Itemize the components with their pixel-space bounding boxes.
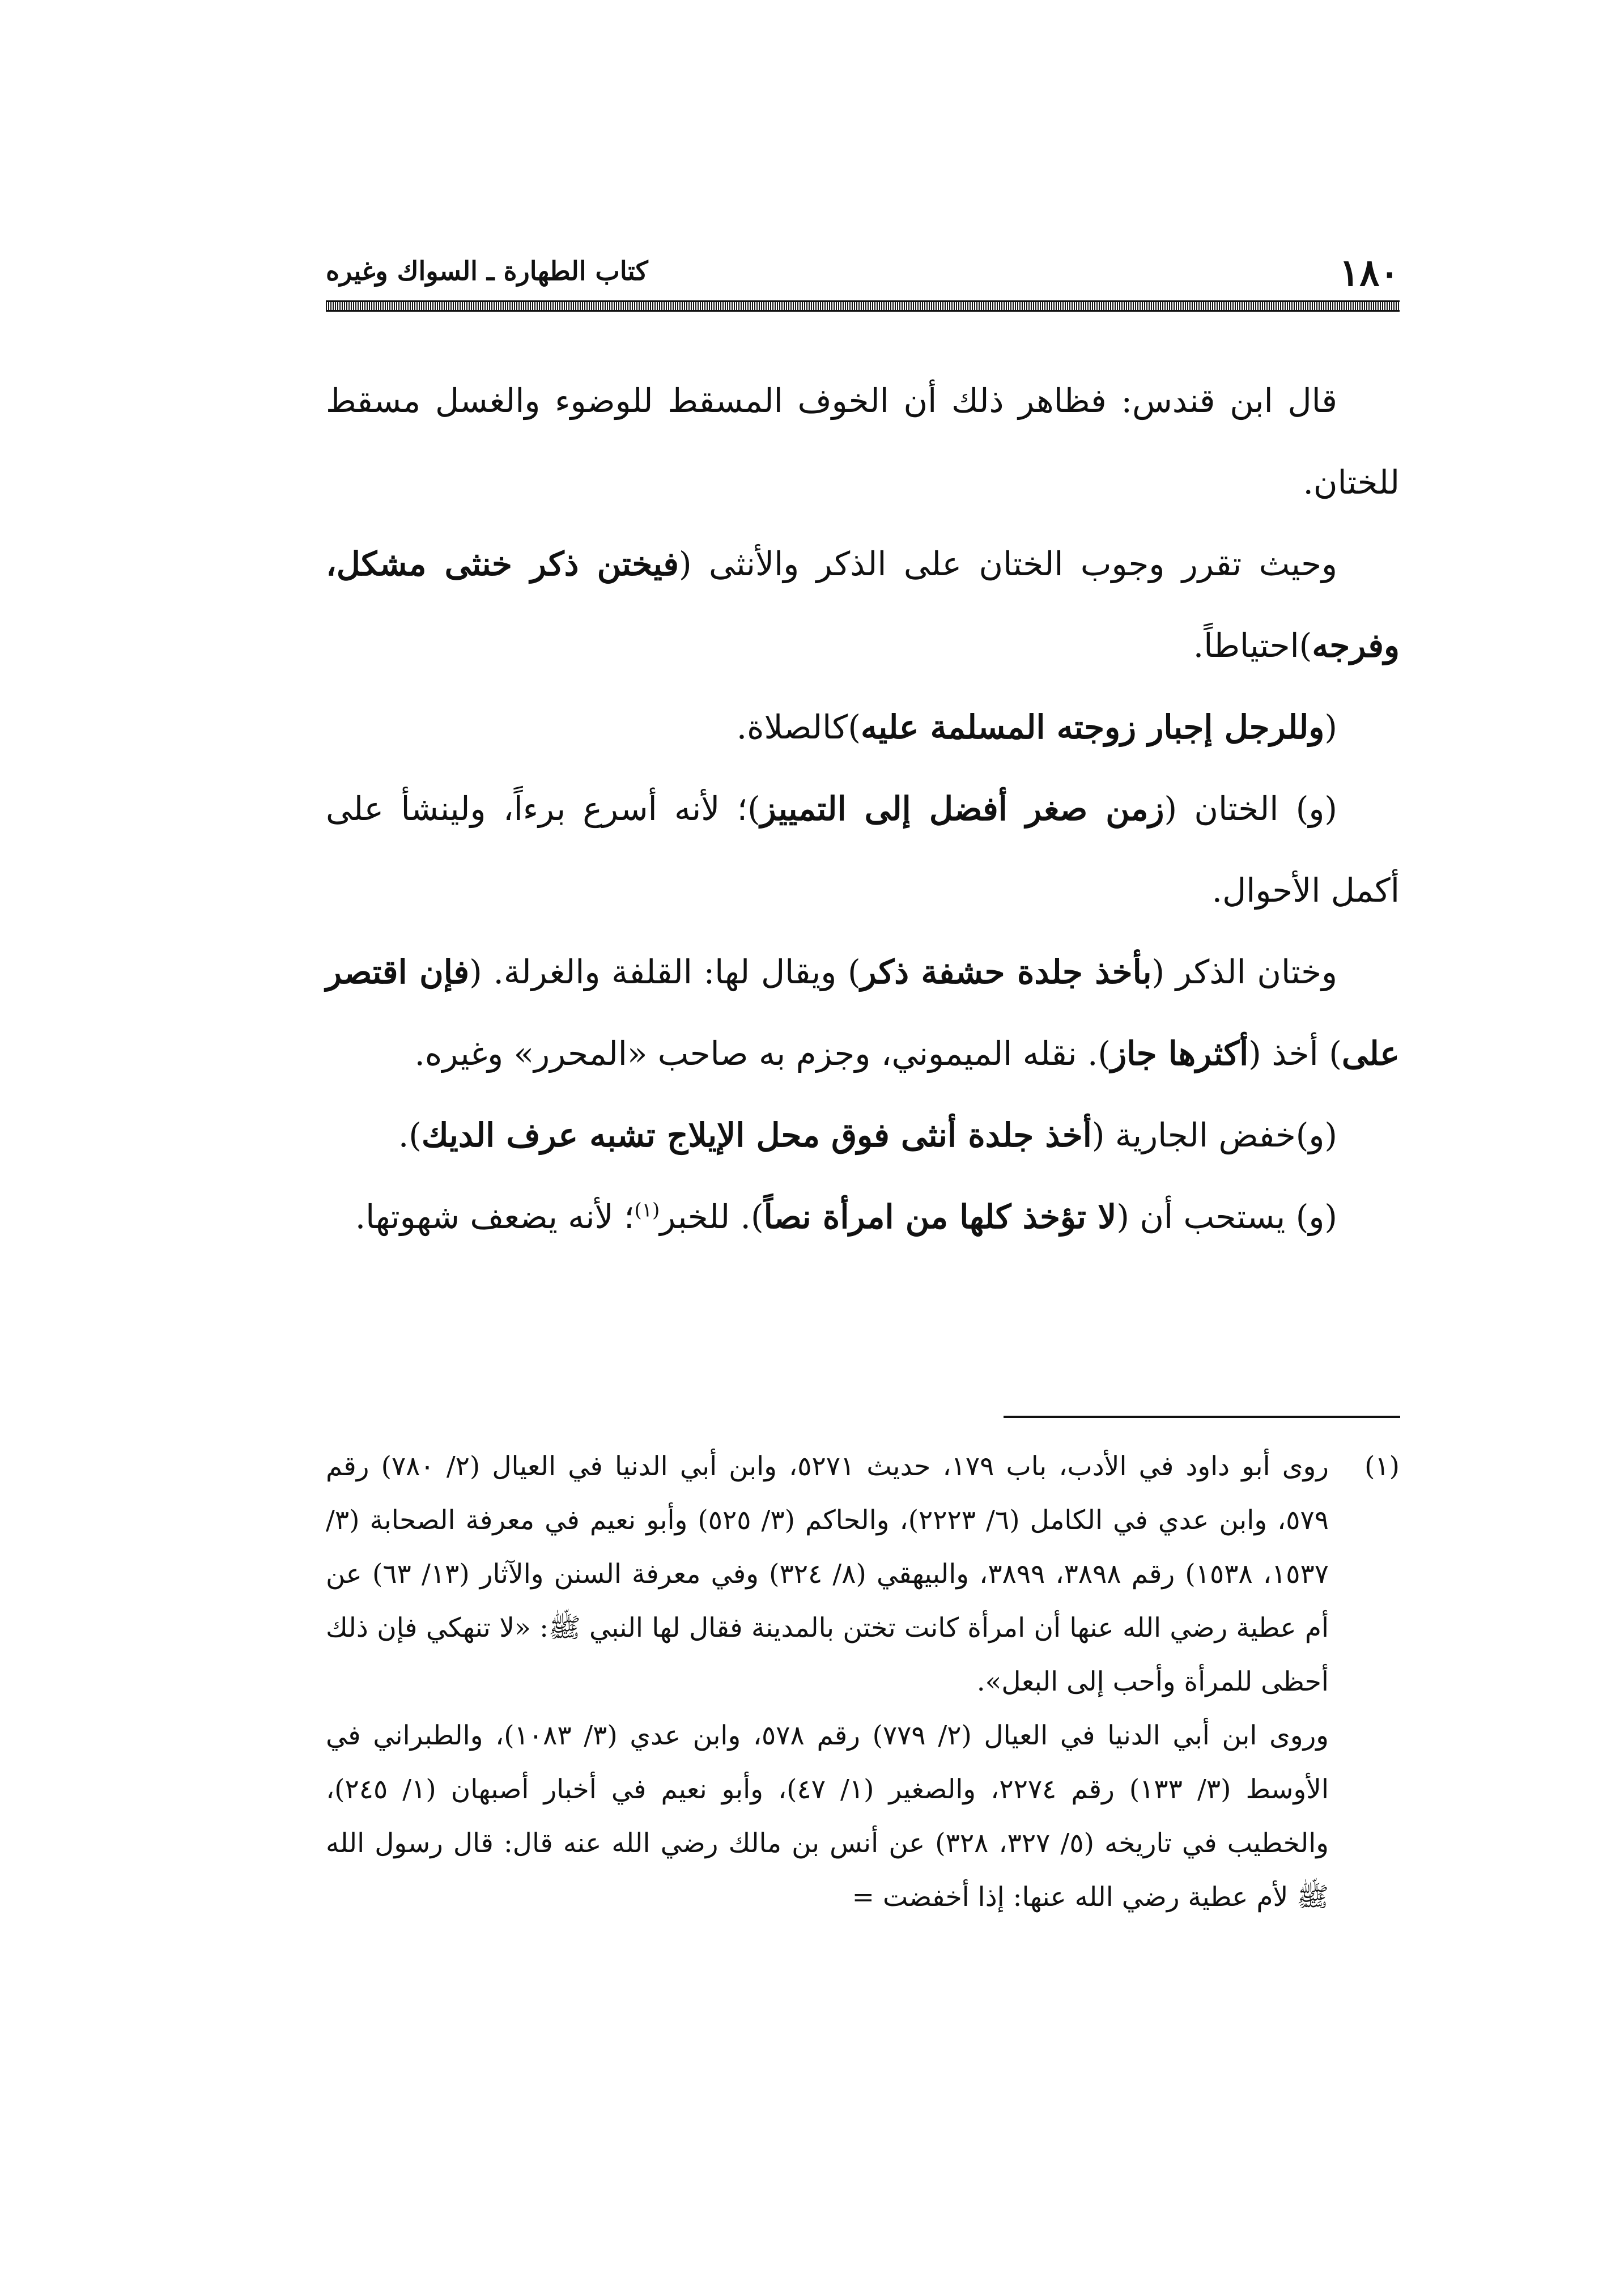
matn-text: زمن صغر أفضل إلى التمييز: [760, 789, 1164, 828]
paragraph-4: (و) الختان (زمن صغر أفضل إلى التمييز)؛ لأنه أسرع برءاً، ولينشأ على أكمل الأحوال.: [326, 789, 1400, 910]
paragraph-7: (و) يستحب أن (لا تؤخذ كلها من امرأة نصاً). للخبر$^{(١)}$؛ لأنه يضعف شهوتها.: [355, 1198, 1337, 1236]
main-text: [326, 360, 1400, 1258]
matn-text: أخذ جلدة أنثى فوق محل الإيلاج تشبه عرف الديك: [421, 1116, 1092, 1154]
paragraph-3: (وللرجل إجبار زوجته المسلمة عليه)كالصلاة.: [736, 708, 1337, 746]
matn-text: أكثرها جاز: [1111, 1034, 1249, 1073]
matn-text: لا تؤخذ كلها من امرأة نصاً: [763, 1198, 1117, 1236]
footnote-reference[interactable]: (١): [634, 1199, 660, 1222]
footnotes: [326, 1440, 1400, 1924]
paragraph-5: وختان الذكر (بأخذ جلدة حشفة ذكر) ويقال لها: القلفة والغرلة. (فإن اقتصر على) أخذ (أكثرها جاز). نقله الميموني، وجزم به صاحب «المحرر» وغيره.: [326, 953, 1400, 1073]
header-rule: [326, 300, 1400, 312]
paragraph-2: وحيث تقرر وجوب الختان على الذكر والأنثى (فيختن ذكر خنثى مشكل، وفرجه)احتياطاً.: [326, 545, 1400, 665]
running-title: كتاب الطهارة ـ السواك وغيره: [326, 256, 648, 286]
footnote-marker: (١): [1364, 1451, 1400, 1482]
paragraph-6: (و)خفض الجارية (أخذ جلدة أنثى فوق محل الإيلاج تشبه عرف الديك).: [398, 1116, 1337, 1154]
page-header: [326, 249, 1400, 295]
page-number: ١٨٠: [1339, 250, 1400, 295]
footnote-1: (١) روى أبو داود في الأدب، باب ١٧٩، حديث ٥٢٧١، وابن أبي الدنيا في العيال (٢/ ٧٨٠) رقم ٥٧٩، وابن عدي في الكامل (٦/ ٢٢٢٣)، والحاكم (٣/ ٥٢٥) وأبو نعيم في معرفة الصحابة (٣/ ١٥٣٧، ١٥٣٨) رقم ٣٨٩٨، ٣٨٩٩، والبيهقي (٨/ ٣٢٤) وفي معرفة السنن والآثار (١٣/ ٦٣) عن أم عطية رضي الله عنها أن امرأة كانت تختن بالمدينة فقال لها النبي ﷺ: «لا تنهكي فإن ذلك أحظى للمرأة وأحب إلى البعل».: [326, 1440, 1400, 1709]
matn-text: فإن اقتصر على: [326, 953, 1400, 1073]
matn-text: فيختن ذكر خنثى مشكل، وفرجه: [326, 545, 1400, 665]
matn-text: بأخذ جلدة حشفة ذكر: [860, 953, 1152, 991]
matn-text: وللرجل إجبار زوجته المسلمة عليه: [861, 708, 1325, 746]
paragraph-1: قال ابن قندس: فظاهر ذلك أن الخوف المسقط للوضوء والغسل مسقط للختان.: [326, 381, 1400, 502]
footnote-separator: [1004, 1416, 1400, 1418]
footnote-1-continued: وروى ابن أبي الدنيا في العيال (٢/ ٧٧٩) رقم ٥٧٨، وابن عدي (٣/ ١٠٨٣)، والطبراني في الأوسط (٣/ ١٣٣) رقم ٢٢٧٤، والصغير (١/ ٤٧)، وأبو نعيم في أخبار أصبهان (١/ ٢٤٥)، والخطيب في تاريخه (٥/ ٣٢٧، ٣٢٨) عن أنس بن مالك رضي الله عنه قال: قال رسول الله ﷺ لأم عطية رضي الله عنها: إذا أخفضت =: [326, 1720, 1329, 1913]
